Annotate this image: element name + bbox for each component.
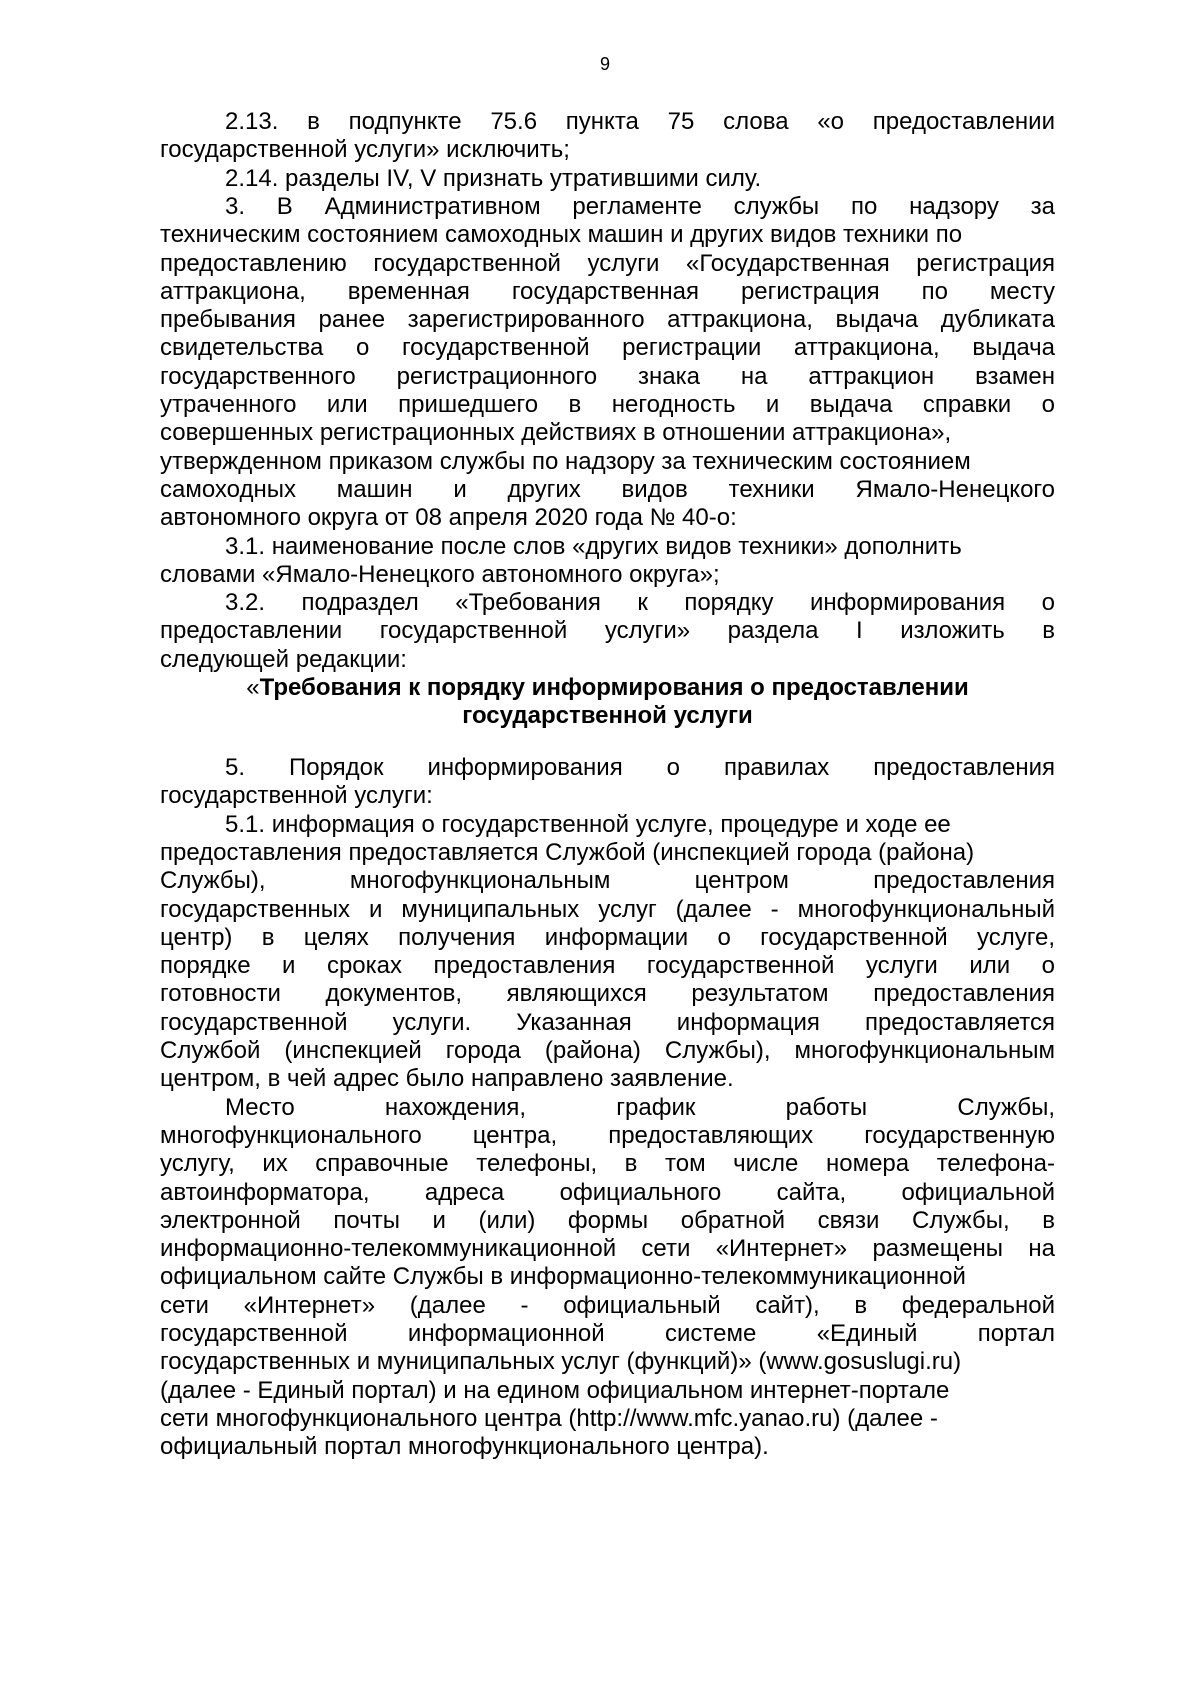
text-line: порядке и сроках предоставления государственной услуги или о [160,952,1055,980]
text-line: многофункционального центра, предоставляющих государственную [160,1121,1055,1149]
text-line: информационно-телекоммуникационной сети «Интернет» размещены на [160,1235,1055,1263]
text-line: 2.14. разделы IV, V признать утратившими силу. [225,164,762,192]
text-line: следующей редакции: [160,645,407,673]
text-line: услугу, их справочные телефоны, в том числе номера телефона- [160,1150,1055,1178]
text-line: утвержденном приказом службы по надзору за техническим состоянием [160,447,971,475]
text-line: словами «Ямало-Ненецкого автономного округа»; [160,560,720,588]
text-line: 3. В Административном регламенте службы по надзору за [225,192,1055,220]
text-line: Службы), многофункциональным центром предоставления [160,867,1055,895]
text-line: утраченного или пришедшего в негодность и выдача справки о [160,391,1055,418]
text-line: 3.2. подраздел «Требования к порядку информирования о [225,589,1055,617]
text-line: сети «Интернет» (далее - официальный сайт), в федеральной [160,1291,1055,1319]
text-line: государственной услуги: [160,782,433,810]
heading-text-1: Требования к порядку информирования о предоставлении [259,674,969,701]
text-line: аттракциона, временная государственная регистрация по месту [160,277,1055,305]
text-line: государственных и муниципальных услуг (функций)» (www.gosuslugi.ru) [160,1348,962,1376]
text-line: государственной информационной системе «Единый портал [160,1320,1055,1347]
text-line: (далее - Единый портал) и на едином официальном интернет-портале [160,1376,950,1404]
text-line: государственной услуги. Указанная информация предоставляется [160,1008,1055,1036]
text-line: предоставлении государственной услуги» раздела I изложить в [160,617,1055,645]
text-line: государственных и муниципальных услуг (далее - многофункциональный [160,895,1055,923]
text-line: сети многофункционального центра (http://www.mfc.yanao.ru) (далее - [160,1404,938,1432]
text-line: готовности документов, являющихся результатом предоставления [160,980,1055,1008]
text-line: 3.1. наименование после слов «других видов техники» дополнить [225,532,962,560]
text-line: техническим состоянием самоходных машин и других видов техники по [160,221,963,249]
text-line: 5. Порядок информирования о правилах предоставления [225,754,1055,781]
text-line: автоинформатора, адреса официального сайта, официальной [160,1178,1055,1206]
section-heading-line-2: государственной услуги [462,702,753,729]
text-line: совершенных регистрационных действиях в отношении аттракциона», [160,419,952,447]
text-line: автономного округа от 08 апреля 2020 года № 40-о: [160,504,737,532]
page-number: 9 [599,54,610,74]
text-line: пребывания ранее зарегистрированного аттракциона, выдача дубликата [160,306,1055,334]
text-line: официальном сайте Службы в информационно-телекоммуникационной [160,1263,966,1291]
text-line: самоходных машин и других видов техники Ямало-Ненецкого [160,475,1055,503]
text-line: центр) в целях получения информации о государственной услуге, [160,923,1055,951]
text-line: 5.1. информация о государственной услуге, процедуре и ходе ее [225,810,951,838]
text-line: электронной почты и (или) формы обратной связи Службы, в [160,1206,1055,1234]
text-line: предоставлению государственной услуги «Государственная регистрация [160,249,1055,277]
text-line: Службой (инспекцией города (района) Службы), многофункциональным [160,1037,1055,1064]
heading-open-quote: « [246,674,260,701]
text-line: Место нахождения, график работы Службы, [225,1093,1055,1121]
text-line: официальный портал многофункционального центра). [160,1433,769,1461]
text-line: предоставления предоставляется Службой (инспекцией города (района) [160,838,975,866]
text-line: центром, в чей адрес было направлено заявление. [160,1065,734,1093]
section-heading-line-1 [160,674,1055,702]
text-line: свидетельства о государственной регистрации аттракциона, выдача [160,334,1055,362]
text-line: 2.13. в подпункте 75.6 пункта 75 слова «о предоставлении [225,108,1055,135]
text-line: государственного регистрационного знака на аттракцион взамен [160,362,1055,390]
text-line: государственной услуги» исключить; [160,136,570,164]
